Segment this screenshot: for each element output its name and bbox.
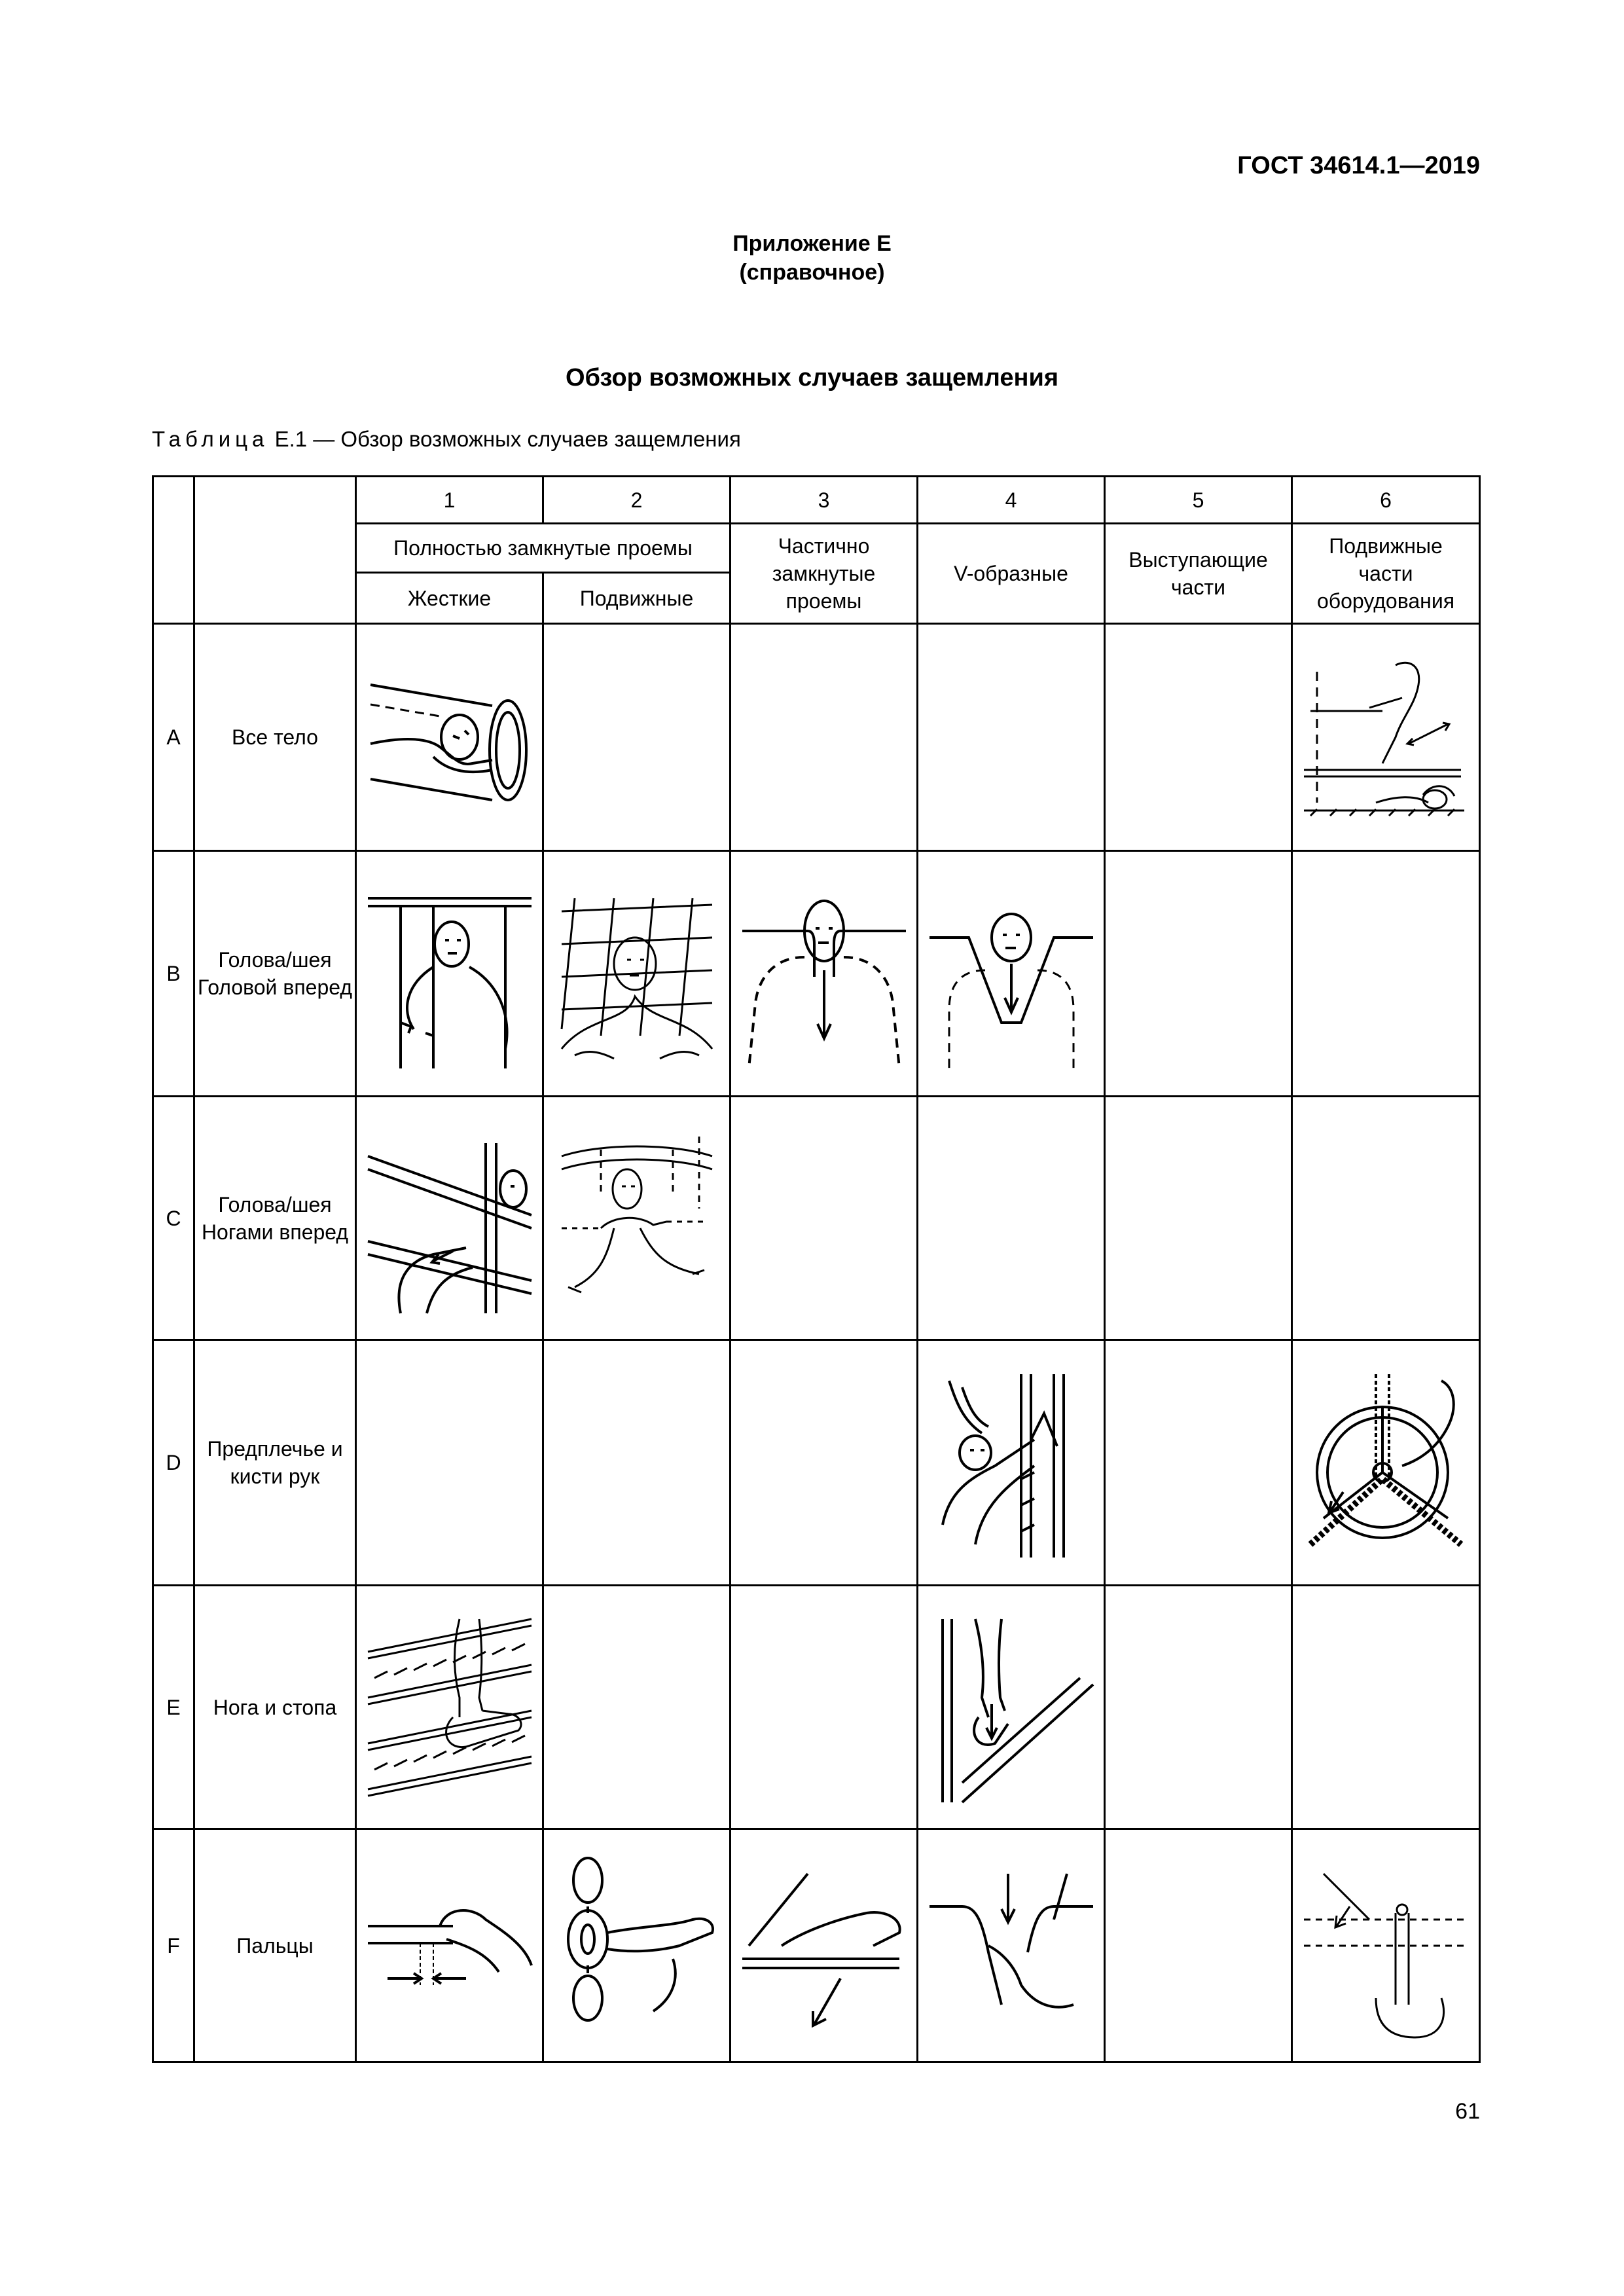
cell-b6 xyxy=(1292,851,1480,1097)
section-title: Обзор возможных случаев защемления xyxy=(565,364,1059,392)
row-letter: B xyxy=(153,851,194,1097)
col-number-5: 5 xyxy=(1105,477,1292,524)
v-opening-head-illustration xyxy=(923,872,1100,1075)
row-label: Пальцы xyxy=(194,1829,356,2062)
v-gap-arm-illustration xyxy=(923,1361,1100,1564)
row-letter: C xyxy=(153,1097,194,1340)
cell-d3 xyxy=(731,1340,918,1586)
header-movable: Подвижные xyxy=(543,573,731,624)
entrapment-table xyxy=(152,475,1481,2063)
col-number-4: 4 xyxy=(918,477,1105,524)
cell-e6 xyxy=(1292,1586,1480,1829)
table-row xyxy=(153,1829,1480,2062)
cell-d4 xyxy=(918,1340,1105,1586)
row-letter: F xyxy=(153,1829,194,2062)
header-protruding: Выступающие части xyxy=(1105,524,1292,624)
table-caption-prefix: Таблица xyxy=(152,427,269,451)
chain-feet-first-illustration xyxy=(549,1117,725,1320)
cell-f6 xyxy=(1292,1829,1480,2062)
header-partially-closed: Частично замкнутые проемы xyxy=(731,524,918,624)
wheel-hand-illustration xyxy=(1297,1361,1474,1564)
cell-b2 xyxy=(543,851,731,1097)
appendix-subtitle: (справочное) xyxy=(739,260,885,285)
net-head-illustration xyxy=(549,872,725,1075)
cell-f1 xyxy=(356,1829,543,2062)
cell-a1 xyxy=(356,624,543,851)
col-number-3: 3 xyxy=(731,477,918,524)
cell-e3 xyxy=(731,1586,918,1829)
cell-f2 xyxy=(543,1829,731,2062)
table-caption xyxy=(152,427,741,452)
header-v-shaped: V-образные xyxy=(918,524,1105,624)
row-label: Голова/шея Ногами вперед xyxy=(194,1097,356,1340)
row-label: Нога и стопа xyxy=(194,1586,356,1829)
hole-finger-illustration xyxy=(361,1848,538,2044)
cell-e2 xyxy=(543,1586,731,1829)
cell-a6 xyxy=(1292,624,1480,851)
row-letter: A xyxy=(153,624,194,851)
rail-feet-first-illustration xyxy=(361,1117,538,1320)
header-moving-parts: Подвижные части оборудования xyxy=(1292,524,1480,624)
stair-foot-illustration xyxy=(361,1606,538,1809)
cell-c4 xyxy=(918,1097,1105,1340)
col-number-6: 6 xyxy=(1292,477,1480,524)
cell-c6 xyxy=(1292,1097,1480,1340)
col-number-1: 1 xyxy=(356,477,543,524)
cell-d1 xyxy=(356,1340,543,1586)
cell-b4 xyxy=(918,851,1105,1097)
cell-d6 xyxy=(1292,1340,1480,1586)
row-label: Голова/шея Головой вперед xyxy=(194,851,356,1097)
standard-code: ГОСТ 34614.1—2019 xyxy=(1237,152,1480,179)
slot-head-illustration xyxy=(736,872,912,1075)
moving-part-finger-illustration xyxy=(1297,1848,1474,2044)
table-row xyxy=(153,851,1480,1097)
cell-a5 xyxy=(1105,624,1292,851)
cell-d2 xyxy=(543,1340,731,1586)
table-row xyxy=(153,624,1480,851)
pipe-body-illustration xyxy=(361,639,538,835)
row-letter: E xyxy=(153,1586,194,1829)
edge-finger-illustration xyxy=(736,1848,912,2044)
chain-finger-illustration xyxy=(549,1848,725,2044)
v-gap-foot-illustration xyxy=(923,1606,1100,1809)
row-letter: D xyxy=(153,1340,194,1586)
appendix-title: Приложение Е xyxy=(732,231,892,256)
cell-e4 xyxy=(918,1586,1105,1829)
cell-f4 xyxy=(918,1829,1105,2062)
header-empty-letter xyxy=(153,477,194,624)
row-label: Все тело xyxy=(194,624,356,851)
cell-e1 xyxy=(356,1586,543,1829)
cell-d5 xyxy=(1105,1340,1292,1586)
table-row xyxy=(153,1586,1480,1829)
cell-b5 xyxy=(1105,851,1292,1097)
header-row-numbers xyxy=(153,477,1480,524)
cell-c5 xyxy=(1105,1097,1292,1340)
cell-e5 xyxy=(1105,1586,1292,1829)
cell-a4 xyxy=(918,624,1105,851)
v-gap-finger-illustration xyxy=(923,1848,1100,2044)
header-closed-openings: Полностью замкнутые проемы xyxy=(356,524,731,573)
row-label: Предплечье и кисти рук xyxy=(194,1340,356,1586)
col-number-2: 2 xyxy=(543,477,731,524)
table-caption-text: Е.1 — Обзор возможных случаев защемления xyxy=(274,427,741,451)
cell-c2 xyxy=(543,1097,731,1340)
cell-f3 xyxy=(731,1829,918,2062)
header-empty-label xyxy=(194,477,356,624)
cell-a3 xyxy=(731,624,918,851)
table-row xyxy=(153,1340,1480,1586)
cell-a2 xyxy=(543,624,731,851)
cell-c1 xyxy=(356,1097,543,1340)
cell-f5 xyxy=(1105,1829,1292,2062)
machine-whole-body-illustration xyxy=(1297,639,1474,835)
header-rigid: Жесткие xyxy=(356,573,543,624)
page-number: 61 xyxy=(1455,2099,1480,2124)
bars-head-illustration xyxy=(361,872,538,1075)
cell-c3 xyxy=(731,1097,918,1340)
table-row xyxy=(153,1097,1480,1340)
cell-b1 xyxy=(356,851,543,1097)
cell-b3 xyxy=(731,851,918,1097)
appendix-heading xyxy=(0,229,1624,287)
